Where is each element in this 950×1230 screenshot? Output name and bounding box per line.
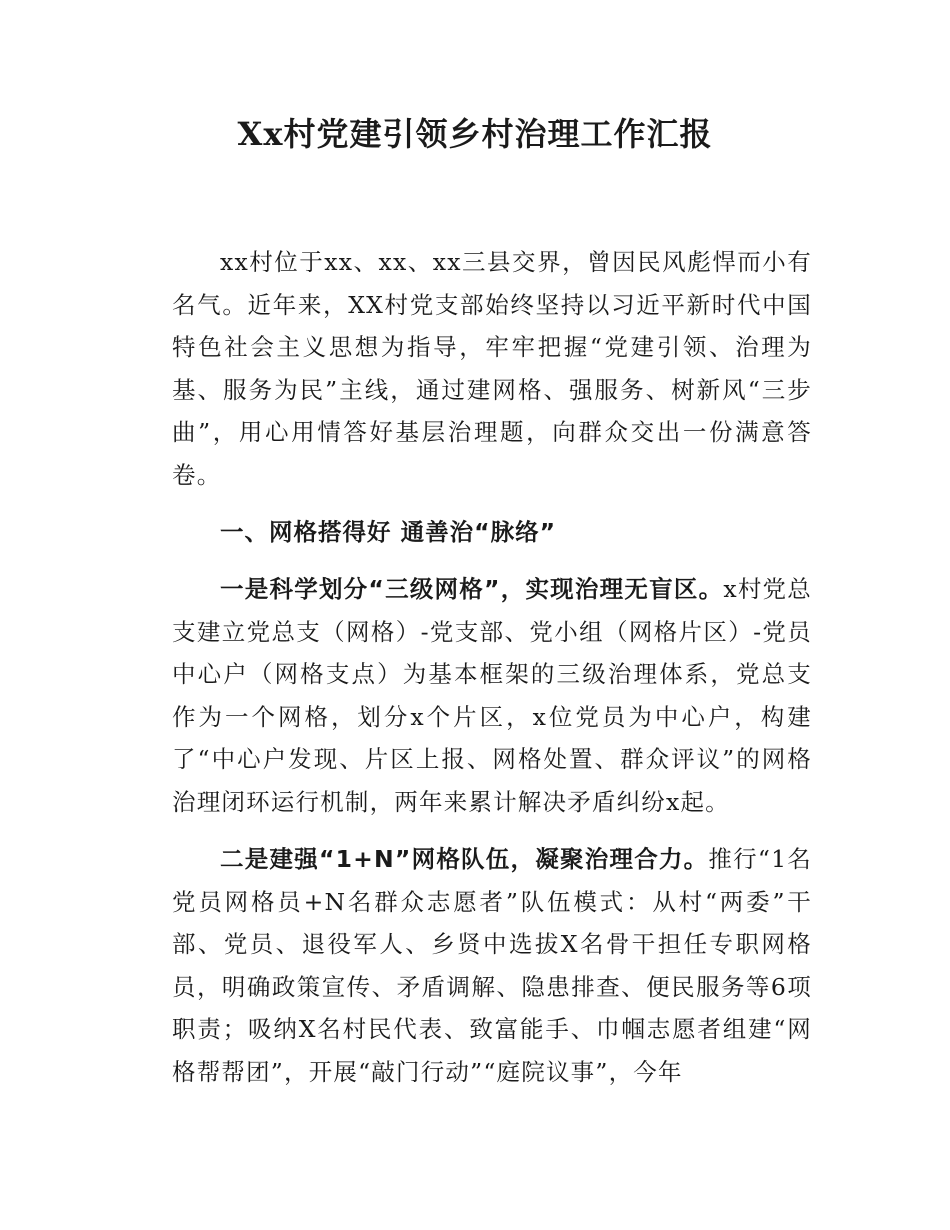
paragraph-text: 推行“1名党员网格员+N名群众志愿者”队伍模式：从村“两委”干部、党员、退役军人、乡贤中选拔X名骨干担任专职网格员，明确政策宣传、矛盾调解、隐患排查、便民服务等6项职责；吸纳X名村民代表、致富能手、巾帼志愿者组建“网格帮帮团”，开展“敲门行动”“庭院议事”，今年 bbox=[172, 845, 812, 1086]
paragraph-grid-division bbox=[172, 568, 812, 823]
paragraph-lead: 二是建强“1+N”网格队伍，凝聚治理合力。 bbox=[220, 845, 709, 873]
intro-paragraph: xx村位于xx、xx、xx三县交界，曾因民风彪悍而小有名气。近年来，XX村党支部始终坚持以习近平新时代中国特色社会主义思想为指导，牢牢把握“党建引领、治理为基、服务为民”主线，通过建网格、强服务、树新风“三步曲”，用心用情答好基层治理题，向群众交出一份满意答卷。 bbox=[172, 248, 812, 489]
section-heading: 一、网格搭得好 通善治“脉络” bbox=[220, 518, 557, 546]
paragraph-lead: 一是科学划分“三级网格”，实现治理无盲区。 bbox=[220, 575, 724, 603]
document-title: Xx村党建引领乡村治理工作汇报 bbox=[237, 115, 713, 153]
paragraph-text: x村党总支建立党总支（网格）-党支部、党小组（网格片区）-党员中心户（网格支点）为基本框架的三级治理体系，党总支作为一个网格，划分x个片区，x位党员为中心户，构建了“中心户发现、片区上报、网格处置、群众评议”的网格治理闭环运行机制，两年来累计解决矛盾纠纷x起。 bbox=[172, 575, 812, 816]
paragraph-grid-team bbox=[172, 838, 812, 1098]
